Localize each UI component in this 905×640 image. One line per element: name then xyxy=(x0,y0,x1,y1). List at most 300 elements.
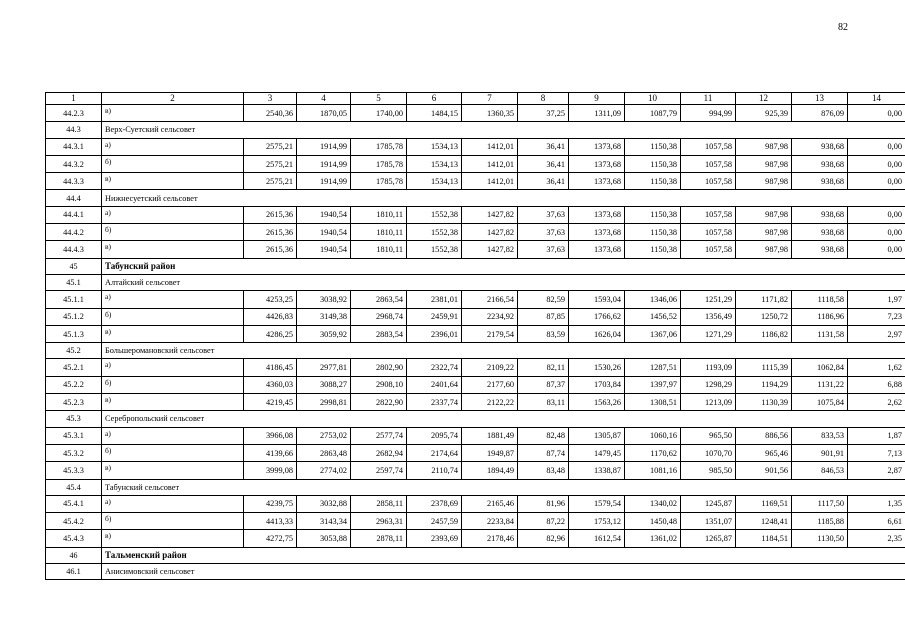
value-cell: 938,68 xyxy=(792,173,848,190)
value-cell: 1626,04 xyxy=(569,325,625,342)
column-header: 12 xyxy=(736,93,792,105)
value-cell: 1245,87 xyxy=(681,495,736,512)
value-cell: 2,97 xyxy=(848,325,905,342)
value-cell: 2682,94 xyxy=(351,444,407,461)
column-header: 14 xyxy=(848,93,905,105)
value-cell: 0,00 xyxy=(848,206,905,223)
row-subitem: б) xyxy=(102,308,244,325)
value-cell: 1785,78 xyxy=(351,138,407,155)
value-cell: 4413,33 xyxy=(244,513,297,530)
value-cell: 1057,58 xyxy=(681,224,736,241)
data-row xyxy=(46,224,905,241)
value-cell: 1340,02 xyxy=(625,495,681,512)
value-cell: 3149,38 xyxy=(297,308,351,325)
value-cell: 4239,75 xyxy=(244,495,297,512)
value-cell: 1,87 xyxy=(848,427,905,444)
row-subitem: в) xyxy=(102,173,244,190)
value-cell: 87,85 xyxy=(518,308,569,325)
column-header: 11 xyxy=(681,93,736,105)
value-cell: 2381,01 xyxy=(407,291,462,308)
value-cell: 987,98 xyxy=(736,155,792,172)
value-cell: 938,68 xyxy=(792,241,848,258)
value-cell: 1785,78 xyxy=(351,173,407,190)
row-code: 44.4 xyxy=(46,190,102,206)
value-cell: 1552,38 xyxy=(407,206,462,223)
value-cell: 1427,82 xyxy=(462,206,518,223)
value-cell: 1057,58 xyxy=(681,206,736,223)
value-cell: 833,53 xyxy=(792,427,848,444)
value-cell: 2858,11 xyxy=(351,495,407,512)
data-row xyxy=(46,325,905,342)
value-cell: 1184,51 xyxy=(736,530,792,547)
row-subitem: б) xyxy=(102,444,244,461)
value-cell: 2393,69 xyxy=(407,530,462,547)
value-cell: 1186,96 xyxy=(792,308,848,325)
value-cell: 0,00 xyxy=(848,138,905,155)
value-cell: 965,46 xyxy=(736,444,792,461)
section-row xyxy=(46,122,905,138)
row-code: 44.3.2 xyxy=(46,155,102,172)
data-row xyxy=(46,105,905,122)
council-name: Нижнесуетский сельсовет xyxy=(102,190,905,206)
value-cell: 1397,97 xyxy=(625,376,681,393)
row-subitem: в) xyxy=(102,105,244,122)
row-subitem: б) xyxy=(102,376,244,393)
value-cell: 1450,48 xyxy=(625,513,681,530)
value-cell: 1373,68 xyxy=(569,224,625,241)
value-cell: 3088,27 xyxy=(297,376,351,393)
value-cell: 1563,26 xyxy=(569,394,625,411)
value-cell: 3059,92 xyxy=(297,325,351,342)
row-subitem: в) xyxy=(102,462,244,479)
value-cell: 1070,70 xyxy=(681,444,736,461)
row-code: 45.3.2 xyxy=(46,444,102,461)
value-cell: 1,97 xyxy=(848,291,905,308)
value-cell: 1308,51 xyxy=(625,394,681,411)
value-cell: 2577,74 xyxy=(351,427,407,444)
row-code: 45.4.1 xyxy=(46,495,102,512)
value-cell: 2178,46 xyxy=(462,530,518,547)
data-row xyxy=(46,444,905,461)
value-cell: 4139,66 xyxy=(244,444,297,461)
value-cell: 2575,21 xyxy=(244,173,297,190)
value-cell: 1062,84 xyxy=(792,359,848,376)
value-cell: 1346,06 xyxy=(625,291,681,308)
value-cell: 987,98 xyxy=(736,224,792,241)
value-cell: 4186,45 xyxy=(244,359,297,376)
value-cell: 2095,74 xyxy=(407,427,462,444)
row-subitem: б) xyxy=(102,513,244,530)
value-cell: 1593,04 xyxy=(569,291,625,308)
value-cell: 1870,05 xyxy=(297,105,351,122)
value-cell: 938,68 xyxy=(792,206,848,223)
row-code: 46 xyxy=(46,547,102,563)
value-cell: 1118,58 xyxy=(792,291,848,308)
data-row xyxy=(46,530,905,547)
value-cell: 1169,51 xyxy=(736,495,792,512)
value-cell: 1894,49 xyxy=(462,462,518,479)
value-cell: 1287,51 xyxy=(625,359,681,376)
row-code: 45 xyxy=(46,258,102,274)
data-row xyxy=(46,206,905,223)
value-cell: 1881,49 xyxy=(462,427,518,444)
row-subitem: а) xyxy=(102,427,244,444)
column-header: 2 xyxy=(102,93,244,105)
data-row xyxy=(46,291,905,308)
value-cell: 1914,99 xyxy=(297,173,351,190)
row-code: 45.4.3 xyxy=(46,530,102,547)
value-cell: 1131,22 xyxy=(792,376,848,393)
value-cell: 1150,38 xyxy=(625,206,681,223)
value-cell: 6,88 xyxy=(848,376,905,393)
value-cell: 886,56 xyxy=(736,427,792,444)
value-cell: 3143,34 xyxy=(297,513,351,530)
data-row xyxy=(46,495,905,512)
district-name: Табунский район xyxy=(102,258,905,274)
council-name: Серебропольский сельсовет xyxy=(102,411,905,427)
value-cell: 2540,36 xyxy=(244,105,297,122)
value-cell: 87,22 xyxy=(518,513,569,530)
row-code: 45.1 xyxy=(46,274,102,290)
value-cell: 2401,64 xyxy=(407,376,462,393)
value-cell: 2177,60 xyxy=(462,376,518,393)
row-code: 45.2 xyxy=(46,343,102,359)
district-row xyxy=(46,258,905,274)
value-cell: 987,98 xyxy=(736,241,792,258)
value-cell: 1412,01 xyxy=(462,173,518,190)
value-cell: 82,11 xyxy=(518,359,569,376)
section-row xyxy=(46,343,905,359)
value-cell: 2457,59 xyxy=(407,513,462,530)
value-cell: 2,62 xyxy=(848,394,905,411)
column-header: 9 xyxy=(569,93,625,105)
value-cell: 2166,54 xyxy=(462,291,518,308)
row-code: 45.3.1 xyxy=(46,427,102,444)
council-name: Большеромановский сельсовет xyxy=(102,343,905,359)
value-cell: 1949,87 xyxy=(462,444,518,461)
data-row xyxy=(46,359,905,376)
column-header: 5 xyxy=(351,93,407,105)
row-code: 45.1.2 xyxy=(46,308,102,325)
value-cell: 4219,45 xyxy=(244,394,297,411)
value-cell: 1534,13 xyxy=(407,173,462,190)
value-cell: 1373,68 xyxy=(569,138,625,155)
row-code: 45.3 xyxy=(46,411,102,427)
value-cell: 1130,39 xyxy=(736,394,792,411)
value-cell: 2863,54 xyxy=(351,291,407,308)
column-header: 8 xyxy=(518,93,569,105)
value-cell: 82,96 xyxy=(518,530,569,547)
value-cell: 7,23 xyxy=(848,308,905,325)
value-cell: 1193,09 xyxy=(681,359,736,376)
value-cell: 2597,74 xyxy=(351,462,407,479)
row-subitem: а) xyxy=(102,359,244,376)
value-cell: 2908,10 xyxy=(351,376,407,393)
value-cell: 901,56 xyxy=(736,462,792,479)
district-name: Тальменский район xyxy=(102,547,905,563)
value-cell: 938,68 xyxy=(792,155,848,172)
row-subitem: в) xyxy=(102,394,244,411)
value-cell: 1248,41 xyxy=(736,513,792,530)
value-cell: 83,48 xyxy=(518,462,569,479)
value-cell: 1150,38 xyxy=(625,155,681,172)
value-cell: 1117,50 xyxy=(792,495,848,512)
row-code: 45.2.1 xyxy=(46,359,102,376)
row-code: 44.4.2 xyxy=(46,224,102,241)
value-cell: 2575,21 xyxy=(244,155,297,172)
value-cell: 2774,02 xyxy=(297,462,351,479)
value-cell: 1356,49 xyxy=(681,308,736,325)
value-cell: 2378,69 xyxy=(407,495,462,512)
value-cell: 1057,58 xyxy=(681,173,736,190)
value-cell: 1115,39 xyxy=(736,359,792,376)
value-cell: 1810,11 xyxy=(351,224,407,241)
value-cell: 3966,08 xyxy=(244,427,297,444)
value-cell: 987,98 xyxy=(736,173,792,190)
column-header: 1 xyxy=(46,93,102,105)
value-cell: 1150,38 xyxy=(625,138,681,155)
row-subitem: б) xyxy=(102,155,244,172)
value-cell: 1579,54 xyxy=(569,495,625,512)
value-cell: 1373,68 xyxy=(569,206,625,223)
value-cell: 37,63 xyxy=(518,241,569,258)
value-cell: 2822,90 xyxy=(351,394,407,411)
value-cell: 1810,11 xyxy=(351,241,407,258)
value-cell: 901,91 xyxy=(792,444,848,461)
value-cell: 1479,45 xyxy=(569,444,625,461)
value-cell: 2233,84 xyxy=(462,513,518,530)
value-cell: 2122,22 xyxy=(462,394,518,411)
value-cell: 1412,01 xyxy=(462,155,518,172)
value-cell: 2753,02 xyxy=(297,427,351,444)
value-cell: 1075,84 xyxy=(792,394,848,411)
row-subitem: а) xyxy=(102,291,244,308)
value-cell: 7,13 xyxy=(848,444,905,461)
data-row xyxy=(46,308,905,325)
row-code: 45.4 xyxy=(46,479,102,495)
value-cell: 2234,92 xyxy=(462,308,518,325)
value-cell: 1185,88 xyxy=(792,513,848,530)
value-cell: 87,74 xyxy=(518,444,569,461)
value-cell: 1367,06 xyxy=(625,325,681,342)
section-row xyxy=(46,479,905,495)
value-cell: 3999,08 xyxy=(244,462,297,479)
value-cell: 0,00 xyxy=(848,241,905,258)
row-code: 45.3.3 xyxy=(46,462,102,479)
value-cell: 1740,00 xyxy=(351,105,407,122)
value-cell: 876,09 xyxy=(792,105,848,122)
value-cell: 1130,50 xyxy=(792,530,848,547)
row-code: 44.3.1 xyxy=(46,138,102,155)
value-cell: 987,98 xyxy=(736,206,792,223)
value-cell: 36,41 xyxy=(518,173,569,190)
value-cell: 2615,36 xyxy=(244,206,297,223)
value-cell: 1186,82 xyxy=(736,325,792,342)
row-subitem: в) xyxy=(102,325,244,342)
value-cell: 1940,54 xyxy=(297,241,351,258)
row-code: 46.1 xyxy=(46,564,102,580)
value-cell: 4272,75 xyxy=(244,530,297,547)
value-cell: 2615,36 xyxy=(244,241,297,258)
value-cell: 1271,29 xyxy=(681,325,736,342)
row-subitem: в) xyxy=(102,530,244,547)
value-cell: 1373,68 xyxy=(569,173,625,190)
value-cell: 2968,74 xyxy=(351,308,407,325)
value-cell: 2322,74 xyxy=(407,359,462,376)
value-cell: 1194,29 xyxy=(736,376,792,393)
value-cell: 1552,38 xyxy=(407,224,462,241)
value-cell: 2109,22 xyxy=(462,359,518,376)
value-cell: 4360,03 xyxy=(244,376,297,393)
value-cell: 1265,87 xyxy=(681,530,736,547)
data-row xyxy=(46,241,905,258)
value-cell: 1250,72 xyxy=(736,308,792,325)
council-name: Анисимовский сельсовет xyxy=(102,564,905,580)
row-code: 45.2.3 xyxy=(46,394,102,411)
value-cell: 1060,16 xyxy=(625,427,681,444)
tariff-table xyxy=(45,92,905,580)
value-cell: 1150,38 xyxy=(625,224,681,241)
section-row xyxy=(46,190,905,206)
value-cell: 0,00 xyxy=(848,155,905,172)
section-row xyxy=(46,411,905,427)
value-cell: 1785,78 xyxy=(351,155,407,172)
row-subitem: а) xyxy=(102,495,244,512)
value-cell: 1914,99 xyxy=(297,155,351,172)
value-cell: 2615,36 xyxy=(244,224,297,241)
value-cell: 1,35 xyxy=(848,495,905,512)
column-header: 7 xyxy=(462,93,518,105)
value-cell: 2459,91 xyxy=(407,308,462,325)
value-cell: 1552,38 xyxy=(407,241,462,258)
data-row xyxy=(46,513,905,530)
value-cell: 1251,29 xyxy=(681,291,736,308)
value-cell: 2165,46 xyxy=(462,495,518,512)
value-cell: 1810,11 xyxy=(351,206,407,223)
table-body xyxy=(46,93,905,580)
value-cell: 2883,54 xyxy=(351,325,407,342)
value-cell: 1534,13 xyxy=(407,155,462,172)
value-cell: 1305,87 xyxy=(569,427,625,444)
value-cell: 1940,54 xyxy=(297,206,351,223)
row-subitem: а) xyxy=(102,206,244,223)
value-cell: 2396,01 xyxy=(407,325,462,342)
value-cell: 925,39 xyxy=(736,105,792,122)
section-row xyxy=(46,274,905,290)
value-cell: 2179,54 xyxy=(462,325,518,342)
value-cell: 0,00 xyxy=(848,224,905,241)
value-cell: 1057,58 xyxy=(681,138,736,155)
column-header: 6 xyxy=(407,93,462,105)
row-code: 45.2.2 xyxy=(46,376,102,393)
data-row xyxy=(46,155,905,172)
value-cell: 1766,62 xyxy=(569,308,625,325)
row-code: 44.4.3 xyxy=(46,241,102,258)
value-cell: 1940,54 xyxy=(297,224,351,241)
value-cell: 2802,90 xyxy=(351,359,407,376)
value-cell: 1,62 xyxy=(848,359,905,376)
value-cell: 0,00 xyxy=(848,173,905,190)
value-cell: 985,50 xyxy=(681,462,736,479)
council-name: Табунский сельсовет xyxy=(102,479,905,495)
value-cell: 37,63 xyxy=(518,206,569,223)
value-cell: 37,63 xyxy=(518,224,569,241)
value-cell: 4286,25 xyxy=(244,325,297,342)
row-subitem: а) xyxy=(102,138,244,155)
value-cell: 2963,31 xyxy=(351,513,407,530)
data-row xyxy=(46,138,905,155)
column-header: 10 xyxy=(625,93,681,105)
council-name: Алтайский сельсовет xyxy=(102,274,905,290)
value-cell: 2998,81 xyxy=(297,394,351,411)
column-header: 13 xyxy=(792,93,848,105)
data-row xyxy=(46,376,905,393)
value-cell: 1057,58 xyxy=(681,241,736,258)
value-cell: 1360,35 xyxy=(462,105,518,122)
value-cell: 1427,82 xyxy=(462,241,518,258)
value-cell: 2337,74 xyxy=(407,394,462,411)
value-cell: 82,48 xyxy=(518,427,569,444)
data-row xyxy=(46,462,905,479)
value-cell: 2174,64 xyxy=(407,444,462,461)
value-cell: 2,87 xyxy=(848,462,905,479)
value-cell: 83,59 xyxy=(518,325,569,342)
row-subitem: в) xyxy=(102,241,244,258)
value-cell: 1213,09 xyxy=(681,394,736,411)
value-cell: 36,41 xyxy=(518,155,569,172)
row-subitem: б) xyxy=(102,224,244,241)
value-cell: 2,35 xyxy=(848,530,905,547)
column-header: 4 xyxy=(297,93,351,105)
value-cell: 938,68 xyxy=(792,224,848,241)
value-cell: 4253,25 xyxy=(244,291,297,308)
value-cell: 4426,83 xyxy=(244,308,297,325)
header-row xyxy=(46,93,905,105)
value-cell: 1753,12 xyxy=(569,513,625,530)
value-cell: 1311,09 xyxy=(569,105,625,122)
data-row xyxy=(46,427,905,444)
value-cell: 3038,92 xyxy=(297,291,351,308)
district-row xyxy=(46,547,905,563)
value-cell: 1361,02 xyxy=(625,530,681,547)
value-cell: 3032,88 xyxy=(297,495,351,512)
value-cell: 1081,16 xyxy=(625,462,681,479)
value-cell: 938,68 xyxy=(792,138,848,155)
value-cell: 1703,84 xyxy=(569,376,625,393)
row-code: 44.2.3 xyxy=(46,105,102,122)
value-cell: 1351,07 xyxy=(681,513,736,530)
value-cell: 87,37 xyxy=(518,376,569,393)
row-code: 44.3 xyxy=(46,122,102,138)
value-cell: 82,59 xyxy=(518,291,569,308)
value-cell: 987,98 xyxy=(736,138,792,155)
value-cell: 1171,82 xyxy=(736,291,792,308)
council-name: Верх-Суетский сельсовет xyxy=(102,122,905,138)
value-cell: 6,61 xyxy=(848,513,905,530)
value-cell: 36,41 xyxy=(518,138,569,155)
value-cell: 2977,81 xyxy=(297,359,351,376)
value-cell: 3053,88 xyxy=(297,530,351,547)
value-cell: 1087,79 xyxy=(625,105,681,122)
value-cell: 994,99 xyxy=(681,105,736,122)
value-cell: 0,00 xyxy=(848,105,905,122)
value-cell: 1373,68 xyxy=(569,241,625,258)
value-cell: 2863,48 xyxy=(297,444,351,461)
column-header: 3 xyxy=(244,93,297,105)
value-cell: 1914,99 xyxy=(297,138,351,155)
value-cell: 1484,15 xyxy=(407,105,462,122)
value-cell: 37,25 xyxy=(518,105,569,122)
